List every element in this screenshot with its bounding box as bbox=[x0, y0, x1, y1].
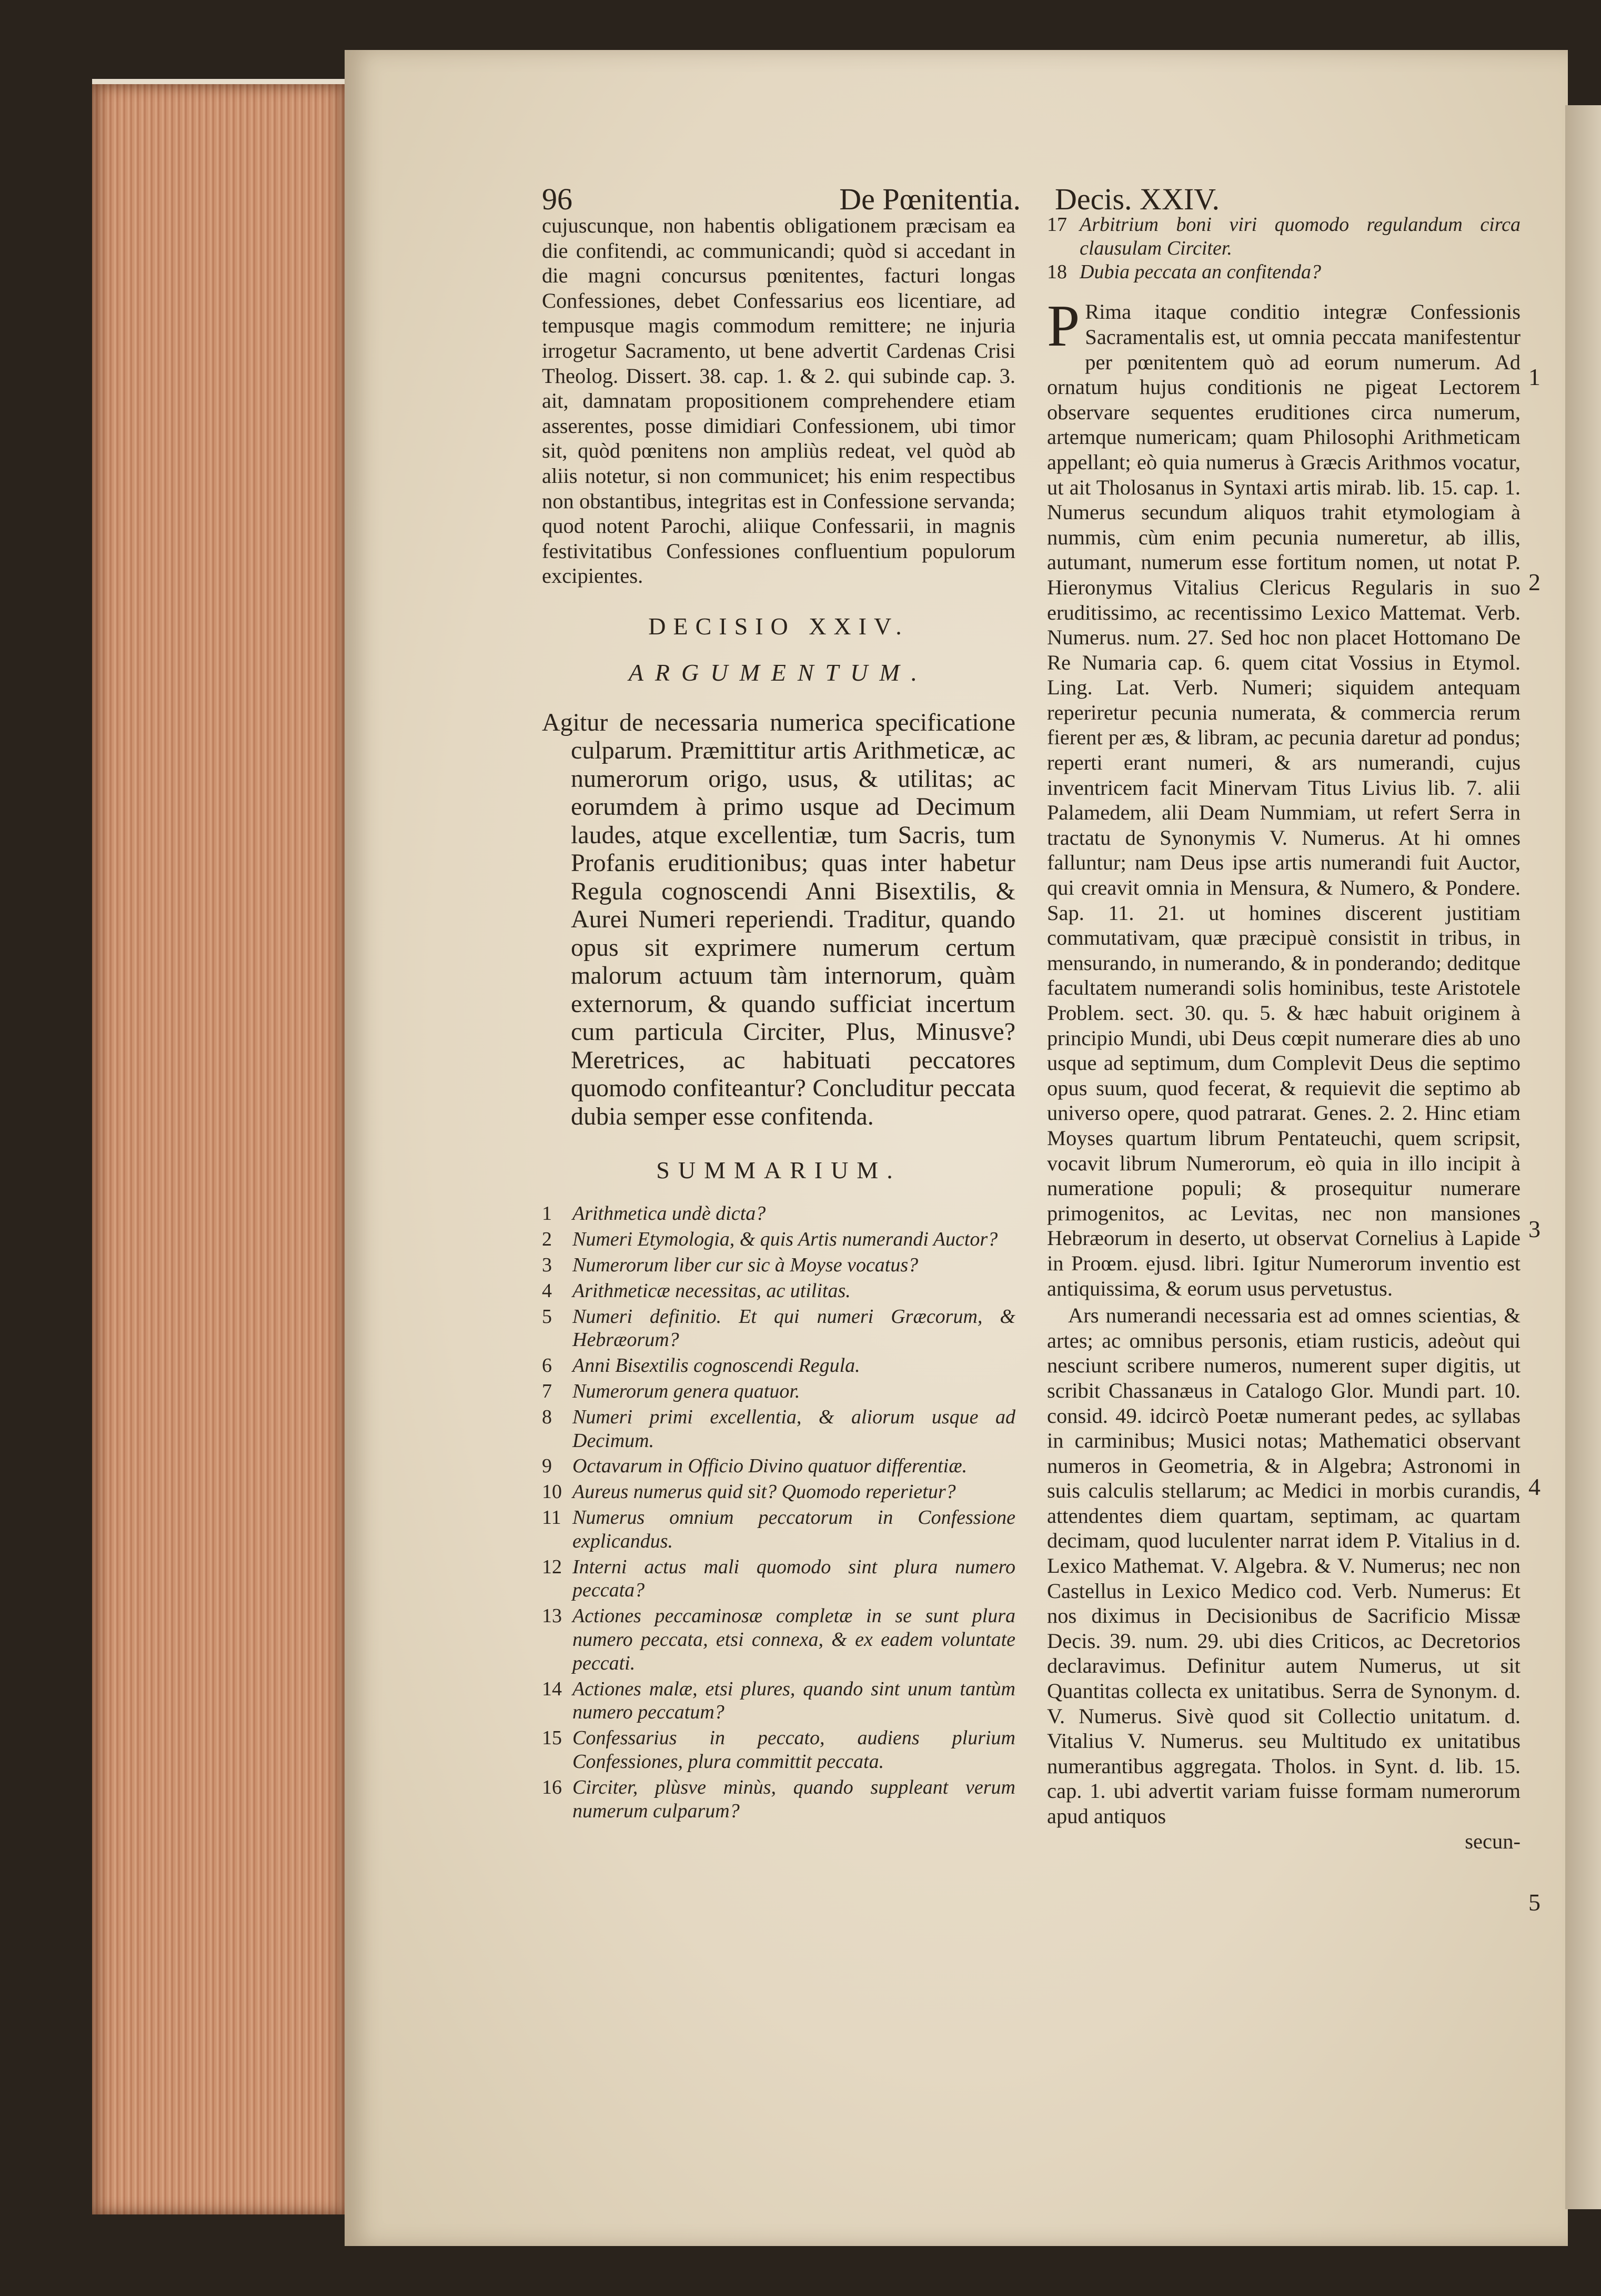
catchword: secun- bbox=[1465, 1829, 1521, 1853]
summarium-item: 1 Arithmetica undè dicta? bbox=[542, 1202, 766, 1225]
summarium-item: 13 Actiones peccaminosæ completæ in se sunt plura numero peccata, etsi connexa, & ex eadem voluntate peccati. bbox=[542, 1605, 1015, 1674]
margin-number: 5 bbox=[1528, 1889, 1540, 1916]
running-title: De Pœnitentia. bbox=[839, 182, 1021, 216]
paragraph-2: Ars numerandi necessaria est ad omnes scientias, & artes; ac omnibus personis, etiam rusticis, adeòut qui nesciunt scribere numeros, numerent super digitis, ut scribit Chassanæus in Catalogo Glor. Mundi part. 10. consid. 49. idcircò Poetæ numerant pedes, ac syllabas in carminibus; Musici notas; Mathematici observant numeros in Geometria, & in Algebra; Astronomi in suis calculis stellarum; ac Medici in morbis curandis, attendentes diem quartam, septimam, ac quartam decimam, quod luculenter narrat idem P. Vitalius in d. Lexico Mathemat. V. Algebra. & V. Numerus; nec non Castellus in Lexico Medico cod. Verb. Numerus: Et nos diximus in Decisionibus de Sacrificio Missæ Decis. 39. num. 29. ubi dies Criticos, ac Decretorios declaravimus. Definitur autem Numerus, ut sit Quantitas collecta ex unitatibus. Serra de Synonym. d. V. Numerus. Sivè quod sit Collectio unitatum. d. Vitalius V. Numerus. seu Multitudo ex unitatibus numerantibus aggregata. Tholos. in Synt. d. lib. 15. cap. 1. ubi advertit variam fuisse formam numerorum apud antiquos bbox=[1047, 1303, 1521, 1828]
margin-number: 2 bbox=[1528, 569, 1540, 595]
summarium-item: 9 Octavarum in Officio Divino quatuor differentiæ. bbox=[542, 1455, 968, 1478]
summarium-item: 16 Circiter, plùsve minùs, quando suppleant verum numerum culparum? bbox=[542, 1776, 1015, 1822]
page-number: 96 bbox=[542, 182, 572, 216]
summarium-item: 4 Arithmeticæ necessitas, ac utilitas. bbox=[542, 1279, 851, 1302]
summarium-item: 12 Interni actus mali quomodo sint plura numero peccata? bbox=[542, 1555, 1015, 1602]
main-text bbox=[1047, 294, 1521, 1854]
summarium-item: 7 Numerorum genera quatuor. bbox=[542, 1380, 800, 1402]
summarium-list bbox=[542, 1202, 1015, 1823]
argumentum-heading: ARGUMENTUM. bbox=[628, 659, 929, 686]
summarium-heading: SUMMARIUM. bbox=[656, 1157, 901, 1184]
summarium-item: 17 Arbitrium boni viri quomodo regulandum circa clausulam Circiter. bbox=[1047, 214, 1521, 259]
argumentum-text: Agitur de necessaria numerica specificatione culparum. Præmittitur artis Arithmeticæ, ac numerorum origo, usus, & utilitas; ac eorumdem à primo usque ad Decimum laudes, atque excellentiæ, tum Sacris, tum Profanis eruditionibus; quas inter habetur Regula cognoscendi Anni Bisextilis, & Aurei Numeri reperiendi. Traditur, quando opus sit exprimere numerum certum malorum actuum tàm internorum, quàm externorum, & quando sufficiat incertum cum particula Circiter, Plus, Minusve? Meretrices, ac habituati peccatores quomodo confiteantur? Concluditur peccata dubia semper esse confitenda. bbox=[542, 708, 1015, 1130]
summarium-item: 18 Dubia peccata an confitenda? bbox=[1047, 260, 1322, 283]
summarium-item: 15 Confessarius in peccato, audiens plurium Confessiones, plura committit peccata. bbox=[542, 1727, 1015, 1773]
summarium-item: 5 Numeri definitio. Et qui numeri Græcorum, & Hebræorum? bbox=[542, 1305, 1015, 1351]
summarium-item: 2 Numeri Etymologia, & quis Artis numerandi Auctor? bbox=[542, 1228, 998, 1251]
summarium-item: 14 Actiones malæ, etsi plures, quando sint unum tantùm numero peccatum? bbox=[542, 1677, 1015, 1724]
decisio-heading: DECISIO XXIV. bbox=[648, 612, 909, 640]
margin-number: 3 bbox=[1528, 1216, 1540, 1242]
right-column bbox=[1047, 213, 1521, 1854]
left-column bbox=[542, 213, 1015, 1825]
summarium-continued bbox=[1047, 213, 1521, 284]
summarium-item: 11 Numerus omnium peccatorum in Confessione explicandus. bbox=[542, 1506, 1015, 1552]
summarium-item: 8 Numeri primi excellentia, & aliorum usque ad Decimum. bbox=[542, 1405, 1015, 1452]
facing-page-edge bbox=[1565, 105, 1601, 2209]
drop-capital: P bbox=[1047, 294, 1080, 359]
margin-number: 1 bbox=[1528, 363, 1540, 390]
paragraph-1: P Rima itaque conditio integræ Confessionis Sacramentalis est, ut omnia peccata manifestentur per pœnitentem quò ad eorum numerum. Ad ornatum hujus conditionis ne pigeat Lectorem observare sequentes eruditiones circa numerum, artemque numericam; quam Philosophi Arithmeticam appellant; eò quia numerus à Græcis Arithmos vocatur, ut ait Tholosanus in Syntaxi artis mirab. lib. 15. cap. 1. Numerus secundum aliquos trahit etymologiam à nummis, cùm enim pecunia numeretur, ab illis, autumant, numerum esse fortitum nomen, ut notat P. Hieronymus Vitalius Clericus Regularis in suo eruditissimo, ac recentissimo Lexico Mattemat. Verb. Numerus. num. 27. Sed hoc non placet Hottomano De Re Numaria cap. 6. quem citat Vossius in Etymol. Ling. Lat. Verb. Numeri; siquidem antequam reperiretur pecunia numerata, & commercia rerum fierent per æs, & libram, ac pecunia daretur ad pondus; reperti erant numeri, & ars numerandi, cujus inventricem facit Minervam Titus Livius lib. 7. alii Palamedem, alii Deam Nummiam, ut refert Serra in tractatu de Synonymis V. Numerus. At hi omnes falluntur; nam Deus ipse artis numerandi fuit Auctor, qui creavit omnia in Mensura, & Numero, & Pondere. Sap. 11. 21. ut homines discerent justitiam commutativam, quæ præcipuè consistit in tribus, in mensurando, in numerando, & in ponderando; deditque facultatem numerandi solis hominibus, teste Aristotele Problem. sect. 30. qu. 5. & hæc habuit originem à principio Mundi, ubi Deus cœpit numerare dies ab uno usque ad septimum, dum Complevit Deus die septimo opus suum, quod fecerat, & requievit die septimo ab universo opere, quod patrarat. Genes. 2. 2. Hinc etiam Moyses quartum librum Pentateuchi, quem scripsit, vocavit librum Numerorum, eò quia in illo incipit à numeratione populi; & prosequitur numerare primogenitos, ac Levitas, nec non mansiones Hebræorum in deserto, ut observat Cornelius à Lapide in Proœm. ejusd. libri. Igitur Numerorum inventio est antiquissima, & eorum usus pervetustus. bbox=[1047, 294, 1521, 1300]
summarium-item: 6 Anni Bisextilis cognoscendi Regula. bbox=[542, 1354, 860, 1377]
running-decision: Decis. XXIV. bbox=[1055, 182, 1220, 216]
margin-number: 4 bbox=[1528, 1473, 1540, 1500]
continuation-paragraph: cujuscunque, non habentis obligationem præcisam ea die confitendi, ac communicandi; quòd si accedant in die magni concursus pœnitentes, facturi longas Confessiones, debet Confessarius eos licentiare, ad tempusque magis commodum remittere; ne injuria irrogetur Sacramento, ut bene advertit Cardenas Crisi Theolog. Dissert. 38. cap. 1. & 2. qui subinde cap. 3. ait, damnatam propositionem comprehendere etiam asserentes, posse dimidiari Confessionem, ubi timor sit, quòd pœnitens non ampliùs redeat, vel quòd ab aliis notetur, si non communicet; his enim respectibus non obstantibus, integritas est in Confessione servanda; quod notent Parochi, aliique Confessarii, in magnis festivitatibus Confessiones confluentium populorum excipientes. bbox=[542, 214, 1015, 588]
book-page-edges bbox=[92, 84, 350, 2214]
summarium-item: 3 Numerorum liber cur sic à Moyse vocatus? bbox=[542, 1254, 919, 1276]
summarium-item: 10 Aureus numerus quid sit? Quomodo reperietur? bbox=[542, 1481, 956, 1503]
